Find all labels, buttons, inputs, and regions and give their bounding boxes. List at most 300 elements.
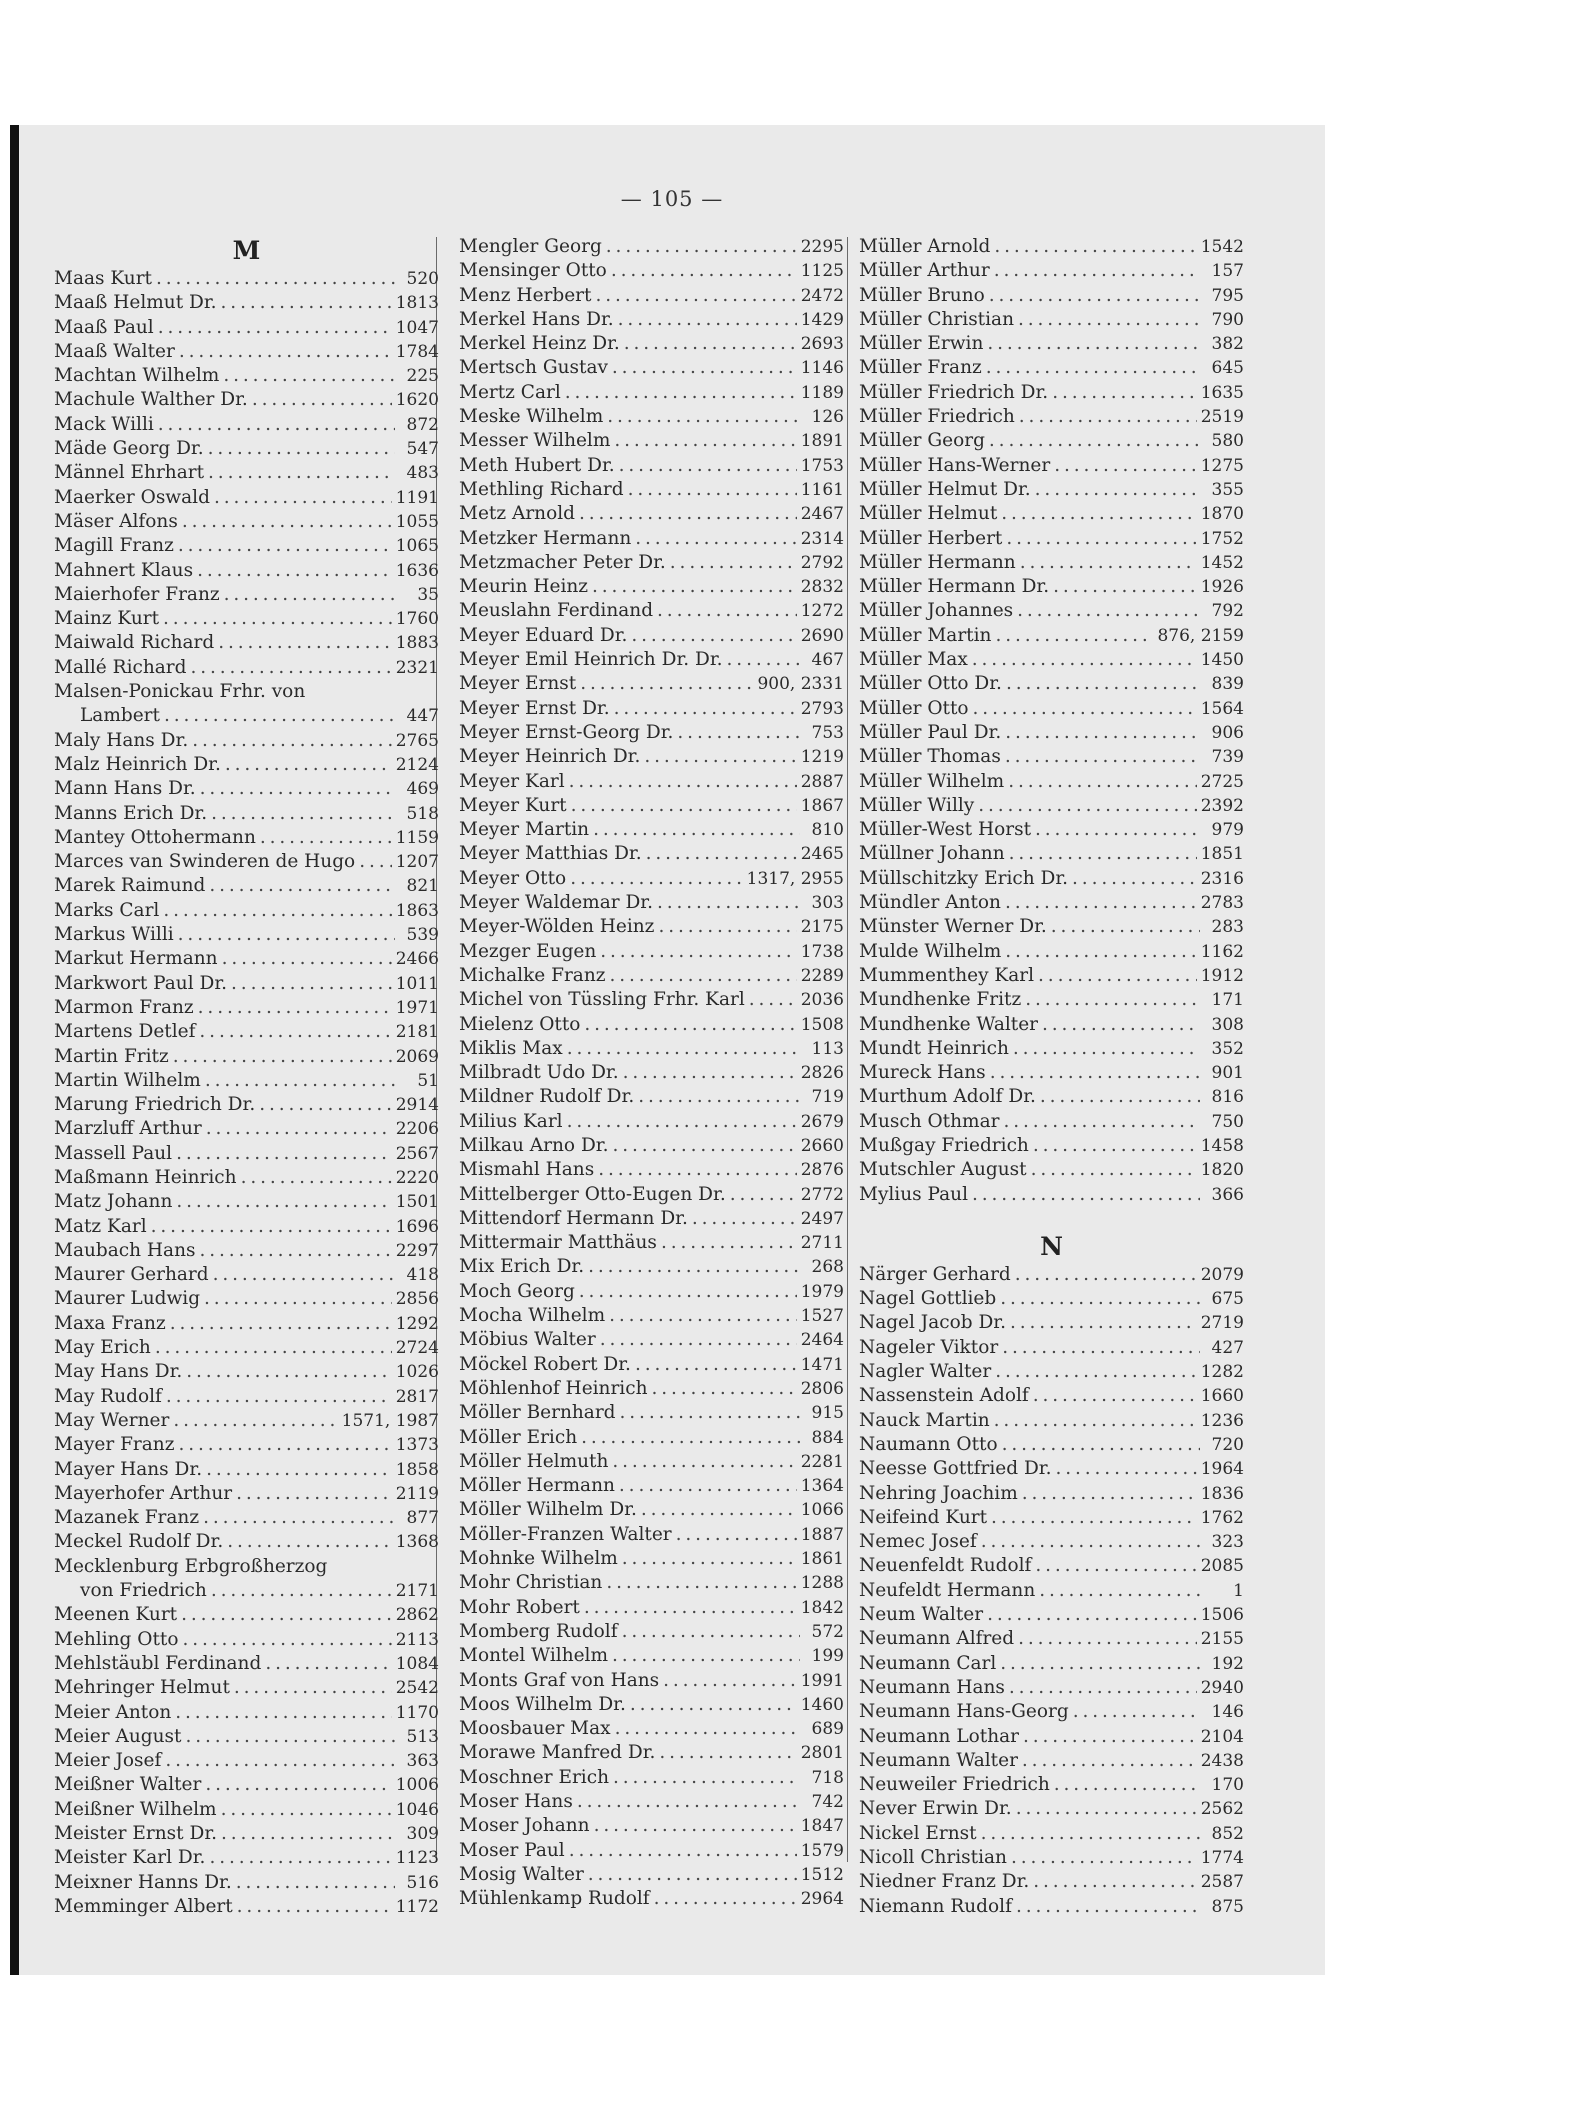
entry-name: Maurer Gerhard	[54, 1264, 209, 1286]
entry-name: Mutschler August	[859, 1159, 1027, 1181]
index-entry	[459, 1596, 844, 1620]
index-entry	[54, 777, 439, 801]
index-entry	[859, 794, 1244, 818]
entry-number: 1047	[395, 317, 439, 338]
leader-dots	[176, 1142, 392, 1166]
entry-name: Neuweiler Friedrich	[859, 1774, 1050, 1796]
entry-name: Mainz Kurt	[54, 608, 160, 630]
entry-number: 352	[1211, 1038, 1244, 1059]
entry-name: Mallé Richard	[54, 656, 187, 678]
leader-dots	[638, 1085, 800, 1109]
index-entry	[859, 527, 1244, 551]
leader-dots	[749, 988, 797, 1012]
entry-name: Mundt Heinrich	[859, 1037, 1009, 1059]
index-entry	[859, 1037, 1244, 1061]
entry-number: 303	[811, 893, 844, 914]
entry-number: 2765	[395, 730, 439, 751]
entry-name: Neum Walter	[859, 1604, 984, 1626]
entry-number: 2171	[395, 1581, 439, 1602]
index-entry	[54, 656, 439, 680]
index-entry	[859, 1482, 1244, 1506]
entry-name: Mantey Ottohermann	[54, 826, 256, 848]
entry-number: 2793	[800, 698, 844, 719]
entry-name: Nageler Viktor	[859, 1336, 999, 1358]
entry-number: 839	[1211, 674, 1244, 695]
leader-dots	[995, 624, 1153, 648]
entry-number: 1275	[1200, 455, 1244, 476]
entry-name: Maaß Helmut Dr.	[54, 292, 217, 314]
entry-name: Manns Erich Dr.	[54, 802, 208, 824]
index-entry	[859, 308, 1244, 332]
entry-number: 483	[406, 463, 439, 484]
index-entry	[459, 1304, 844, 1328]
entry-name: Never Erwin Dr.	[859, 1798, 1012, 1820]
entry-name: Maierhofer Franz	[54, 583, 220, 605]
entry-name: Nickel Ernst	[859, 1822, 977, 1844]
entry-number: 1006	[395, 1775, 439, 1796]
entry-number: 1863	[395, 900, 439, 921]
leader-dots	[618, 308, 797, 332]
index-entry	[459, 940, 844, 964]
index-entry	[459, 794, 844, 818]
entry-name: Meth Hubert Dr.	[459, 454, 615, 476]
leader-dots	[593, 818, 800, 842]
index-entry	[459, 454, 844, 478]
entry-name: Müller Max	[859, 649, 968, 671]
leader-dots	[609, 1304, 797, 1328]
index-entry	[54, 1798, 439, 1822]
leader-dots	[234, 1676, 392, 1700]
index-entry	[54, 899, 439, 923]
entry-number: 580	[1211, 431, 1244, 452]
entry-number: 1046	[395, 1799, 439, 1820]
index-entry	[459, 697, 844, 721]
entry-name: Marks Carl	[54, 899, 160, 921]
entry-number: 1207	[395, 852, 439, 873]
entry-name: Meister Karl Dr.	[54, 1847, 206, 1869]
entry-number: 2295	[800, 237, 844, 257]
entry-number: 309	[406, 1824, 439, 1844]
entry-name: Möller Erich	[459, 1426, 578, 1448]
entry-number: 1542	[1200, 237, 1244, 257]
entry-name: Müller Thomas	[859, 746, 1001, 768]
entry-name: Meyer-Wölden Heinz	[459, 916, 655, 938]
leader-dots	[164, 704, 395, 728]
index-entry	[54, 1676, 439, 1700]
entry-number: 2281	[800, 1451, 844, 1472]
entry-name: Meske Wilhelm	[459, 406, 604, 428]
entry-number: 2832	[800, 577, 844, 598]
entry-name: Metz Arnold	[459, 503, 575, 525]
index-entry	[459, 1426, 844, 1450]
index-entry	[859, 1061, 1244, 1085]
leader-dots	[607, 405, 800, 429]
entry-number: 382	[1211, 334, 1244, 355]
index-entry	[859, 1749, 1244, 1773]
entry-name: Maiwald Richard	[54, 632, 215, 654]
entry-number: 2466	[395, 949, 439, 970]
entry-name: Mittendorf Hermann Dr.	[459, 1207, 688, 1229]
index-entry	[459, 818, 844, 842]
leader-dots	[600, 940, 796, 964]
index-entry	[54, 1579, 439, 1603]
index-entry	[459, 429, 844, 453]
index-entry	[459, 1207, 844, 1231]
leader-dots	[619, 454, 797, 478]
entry-list	[54, 267, 439, 1919]
index-entry	[859, 1846, 1244, 1870]
leader-dots	[1052, 381, 1197, 405]
leader-dots	[989, 429, 1200, 453]
entry-name: Monts Graf von Hans	[459, 1669, 660, 1691]
leader-dots	[1016, 1895, 1200, 1919]
entry-number: 1452	[1200, 552, 1244, 573]
entry-number: 1450	[1200, 650, 1244, 671]
leader-dots	[1006, 672, 1200, 696]
leader-dots	[1031, 1158, 1197, 1182]
entry-name: Münster Werner Dr.	[859, 916, 1047, 938]
entry-name: Mühlenkamp Rudolf	[459, 1888, 650, 1910]
entry-name: Müller Hermann	[859, 551, 1016, 573]
index-entry	[54, 1142, 439, 1166]
entry-name: Neumann Walter	[859, 1749, 1018, 1771]
leader-dots	[1000, 1652, 1200, 1676]
entry-number: 1696	[395, 1216, 439, 1237]
leader-dots	[1022, 1482, 1197, 1506]
index-entry	[54, 826, 439, 850]
entry-number: 1508	[800, 1014, 844, 1035]
index-entry	[54, 1458, 439, 1482]
index-entry	[459, 599, 844, 623]
entry-name: Mahnert Klaus	[54, 559, 194, 581]
entry-number: 467	[811, 650, 844, 671]
entry-list	[459, 235, 844, 1911]
entry-number: 2914	[395, 1095, 439, 1116]
leader-dots	[1005, 721, 1200, 745]
entry-number: 323	[1211, 1532, 1244, 1553]
entry-number: 2464	[800, 1330, 844, 1351]
entry-number: 171	[1211, 990, 1244, 1011]
entry-name: Marzluff Arthur	[54, 1118, 202, 1140]
leader-dots	[1002, 1336, 1200, 1360]
index-entry	[859, 770, 1244, 794]
entry-name: Marces van Swinderen de Hugo	[54, 851, 356, 873]
leader-dots	[994, 1409, 1197, 1433]
leader-dots	[221, 1822, 395, 1846]
entry-number: 469	[406, 779, 439, 800]
entry-name: Naumann Otto	[859, 1433, 998, 1455]
index-entry	[54, 1773, 439, 1797]
leader-dots	[192, 729, 392, 753]
leader-dots	[1016, 1797, 1197, 1821]
entry-number: 1858	[395, 1459, 439, 1480]
index-entry	[54, 1069, 439, 1093]
entry-name: Martin Wilhelm	[54, 1069, 201, 1091]
entry-name: Methling Richard	[459, 478, 624, 500]
index-entry	[54, 583, 439, 607]
index-entry	[459, 1450, 844, 1474]
index-entry	[54, 874, 439, 898]
leader-dots	[577, 1790, 800, 1814]
entry-name: Maly Hans Dr.	[54, 729, 189, 751]
index-entry	[459, 1644, 844, 1668]
leader-dots	[237, 1895, 392, 1919]
entry-number: 2206	[395, 1119, 439, 1140]
entry-number: 2181	[395, 1022, 439, 1043]
leader-dots	[185, 1725, 395, 1749]
entry-name: Müller Georg	[859, 430, 985, 452]
entry-name: Mohr Christian	[459, 1572, 603, 1594]
leader-dots	[173, 1045, 392, 1069]
entry-name: Nehring Joachim	[859, 1482, 1018, 1504]
leader-dots	[657, 599, 797, 623]
entry-name: Milkau Arno Dr.	[459, 1134, 609, 1156]
entry-number: 790	[1211, 309, 1244, 330]
leader-dots	[1035, 478, 1200, 502]
entry-number: 1272	[800, 601, 844, 622]
index-entry	[54, 1190, 439, 1214]
entry-number: 1738	[800, 941, 844, 962]
leader-dots	[994, 259, 1200, 283]
entry-name: Neumann Lothar	[859, 1725, 1019, 1747]
entry-name: Memminger Albert	[54, 1895, 233, 1917]
index-entry	[459, 1474, 844, 1498]
leader-dots	[987, 1603, 1197, 1627]
entry-name: Müller Franz	[859, 357, 982, 379]
entry-name: Maxa Franz	[54, 1312, 166, 1334]
leader-dots	[727, 648, 800, 672]
entry-number: 146	[1211, 1702, 1244, 1723]
entry-number: 1870	[1200, 504, 1244, 525]
leader-dots	[1018, 308, 1200, 332]
entry-number: 1189	[800, 382, 844, 403]
entry-number: 2711	[800, 1233, 844, 1254]
leader-dots	[224, 583, 395, 607]
index-entry	[459, 575, 844, 599]
leader-dots	[981, 1822, 1200, 1846]
leader-dots	[1035, 818, 1200, 842]
index-entry	[459, 721, 844, 745]
leader-dots	[987, 332, 1200, 356]
entry-number: 2155	[1200, 1629, 1244, 1650]
leader-dots	[657, 891, 800, 915]
index-entry	[459, 1790, 844, 1814]
leader-dots	[1033, 1134, 1197, 1158]
entry-name: Niedner Franz Dr.	[859, 1871, 1030, 1893]
leader-dots	[588, 1255, 800, 1279]
leader-dots	[204, 1287, 392, 1311]
leader-dots	[981, 1530, 1200, 1554]
entry-number: 2964	[800, 1889, 844, 1910]
entry-name: Möller Bernhard	[459, 1402, 616, 1424]
leader-dots	[986, 356, 1200, 380]
index-entry	[54, 1652, 439, 1676]
entry-name: Massell Paul	[54, 1142, 173, 1164]
entry-name: Mazanek Franz	[54, 1507, 200, 1529]
index-entry	[54, 291, 439, 315]
leader-dots	[1073, 1700, 1200, 1724]
index-entry	[54, 704, 439, 728]
entry-number: 2113	[395, 1629, 439, 1650]
entry-number: 1162	[1200, 941, 1244, 962]
page-number: — 105 —	[620, 187, 724, 211]
leader-dots	[579, 502, 797, 526]
leader-dots	[571, 794, 797, 818]
entry-number: 2806	[800, 1378, 844, 1399]
entry-number: 2069	[395, 1046, 439, 1067]
entry-number: 418	[406, 1265, 439, 1286]
leader-dots	[612, 356, 797, 380]
index-entry	[459, 1037, 844, 1061]
entry-number: 645	[1211, 358, 1244, 379]
leader-dots	[1025, 988, 1200, 1012]
index-entry	[859, 405, 1244, 429]
index-entry	[859, 1870, 1244, 1894]
entry-number: 718	[811, 1767, 844, 1788]
entry-number: 852	[1211, 1823, 1244, 1844]
entry-name: Meurin Heinz	[459, 576, 589, 598]
entry-number: 1991	[800, 1670, 844, 1691]
index-entry	[54, 631, 439, 655]
leader-dots	[1042, 1013, 1200, 1037]
index-entry	[859, 502, 1244, 526]
leader-dots	[635, 1353, 797, 1377]
entry-name: Messer Wilhelm	[459, 430, 611, 452]
entry-name: Mittelberger Otto-Eugen Dr.	[459, 1183, 726, 1205]
leader-dots	[613, 1766, 800, 1790]
index-entry	[859, 1085, 1244, 1109]
leader-dots	[200, 777, 395, 801]
index-entry	[859, 1409, 1244, 1433]
entry-name: Meyer Martin	[459, 819, 590, 841]
index-entry	[459, 648, 844, 672]
index-entry	[859, 381, 1244, 405]
entry-name: Mack Willi	[54, 413, 154, 435]
index-entry	[54, 1628, 439, 1652]
entry-number: 2690	[800, 625, 844, 646]
entry-name: Maßmann Heinrich	[54, 1166, 237, 1188]
index-entry	[54, 316, 439, 340]
index-entry	[54, 850, 439, 874]
leader-dots	[213, 1263, 395, 1287]
leader-dots	[205, 1069, 395, 1093]
leader-dots	[241, 1166, 392, 1190]
index-entry	[459, 1231, 844, 1255]
entry-name: Mismahl Hans	[459, 1159, 595, 1181]
entry-name: Mayer Hans Dr.	[54, 1458, 203, 1480]
index-entry	[459, 284, 844, 308]
index-entry	[54, 1725, 439, 1749]
entry-number: 1636	[395, 560, 439, 581]
entry-name: Müller Otto Dr.	[859, 673, 1002, 695]
entry-number: 113	[811, 1038, 844, 1059]
index-entry	[859, 575, 1244, 599]
entry-number: 906	[1211, 722, 1244, 743]
index-entry	[54, 1871, 439, 1895]
leader-dots	[236, 1482, 392, 1506]
entry-name: Müller Willy	[859, 794, 975, 816]
index-entry	[54, 413, 439, 437]
index-entry	[459, 1620, 844, 1644]
entry-number: 2862	[395, 1605, 439, 1626]
index-entry	[859, 1336, 1244, 1360]
section-letter-n: N	[1040, 1231, 1063, 1261]
leader-dots	[594, 1814, 797, 1838]
index-entry	[859, 1287, 1244, 1311]
column-divider	[847, 237, 848, 1862]
entry-name: Neumann Alfred	[859, 1628, 1015, 1650]
entry-number: 2085	[1200, 1556, 1244, 1577]
leader-dots	[1009, 842, 1197, 866]
entry-number: 2519	[1200, 407, 1244, 428]
entry-name: Neufeldt Hermann	[859, 1579, 1036, 1601]
index-entry	[859, 1384, 1244, 1408]
entry-number: 1125	[800, 261, 844, 282]
leader-dots	[567, 1037, 800, 1061]
entry-number: 2856	[395, 1289, 439, 1310]
entry-name: Meckel Rudolf Dr.	[54, 1531, 224, 1553]
entry-number: 35	[417, 584, 439, 605]
index-entry	[859, 478, 1244, 502]
entry-number: 363	[406, 1751, 439, 1772]
entry-name: Mulde Wilhelm	[859, 940, 1002, 962]
entry-name: Meyer Eduard Dr.	[459, 624, 628, 646]
entry-number: 2679	[800, 1111, 844, 1132]
entry-number: 795	[1211, 285, 1244, 306]
leader-dots	[611, 259, 797, 283]
entry-name: Mundhenke Fritz	[859, 989, 1022, 1011]
index-entry	[54, 364, 439, 388]
entry-name: Metzker Hermann	[459, 527, 632, 549]
entry-number: 2497	[800, 1208, 844, 1229]
entry-number: 1460	[800, 1694, 844, 1715]
entry-name: Nagel Jacob Dr.	[859, 1312, 1006, 1334]
entry-name: Nicoll Christian	[859, 1847, 1007, 1868]
index-entry	[459, 842, 844, 866]
entry-number: 875	[1211, 1896, 1244, 1917]
leader-dots	[265, 1652, 391, 1676]
entry-number: 1979	[800, 1281, 844, 1302]
entry-name: Markwort Paul Dr.	[54, 972, 228, 994]
index-entry	[859, 745, 1244, 769]
entry-name: Mittermair Matthäus	[459, 1232, 657, 1254]
leader-dots	[203, 1506, 395, 1530]
entry-name: Mylius Paul	[859, 1183, 968, 1205]
entry-name: Müller Johannes	[859, 600, 1014, 622]
entry-number: 1084	[395, 1653, 439, 1674]
leader-dots	[209, 1846, 391, 1870]
index-entry	[54, 1312, 439, 1336]
entry-name: Meister Ernst Dr.	[54, 1823, 218, 1844]
entry-name: Malsen-Ponickau Frhr. von	[54, 681, 306, 703]
leader-dots	[991, 1506, 1197, 1530]
index-entry	[459, 1863, 844, 1887]
index-entry	[859, 284, 1244, 308]
entry-number: 739	[1211, 747, 1244, 768]
leader-dots	[209, 874, 395, 898]
entry-number: 170	[1211, 1775, 1244, 1796]
index-entry	[459, 478, 844, 502]
leader-dots	[990, 1061, 1200, 1085]
entry-number: 192	[1211, 1653, 1244, 1674]
leader-dots	[692, 1207, 797, 1231]
entry-name: Meyer Ernst	[459, 673, 577, 695]
entry-number: 1172	[395, 1896, 439, 1917]
entry-name: Michalke Franz	[459, 964, 606, 986]
leader-dots	[1040, 1085, 1200, 1109]
leader-dots	[646, 842, 797, 866]
entry-number: 753	[811, 722, 844, 743]
